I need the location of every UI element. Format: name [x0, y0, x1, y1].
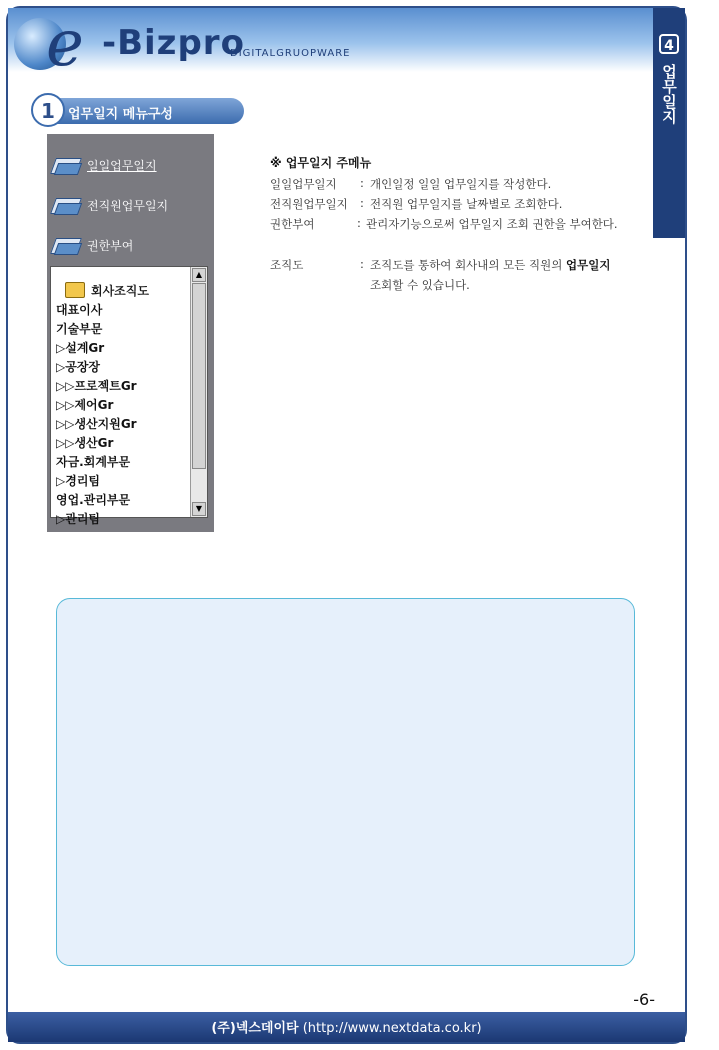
content-box [56, 598, 635, 966]
org-item[interactable]: ▷▷제어Gr [56, 398, 114, 412]
chapter-tab [653, 8, 685, 238]
menu-item-label: 권한부여 [87, 238, 134, 253]
org-item[interactable]: ▷경리팀 [56, 474, 101, 488]
desc-text-org-chart [370, 257, 610, 273]
footer-text [8, 1017, 685, 1036]
org-item[interactable]: ▷▷생산Gr [56, 436, 114, 450]
desc-text-permissions: 관리자기능으로써 업무일지 조회 권한을 부여한다. [366, 217, 618, 231]
section-number: 1 [31, 93, 65, 127]
footer-url: (http://www.nextdata.co.kr) [302, 1021, 482, 1036]
desc-text-org-chart-line2: 조회할 수 있습니다. [370, 278, 470, 292]
book-icon [51, 234, 79, 256]
desc-term-permissions: 권한부여 [270, 217, 315, 231]
desc-text-org-chart-bold: 업무일지 [566, 258, 611, 272]
chapter-label: 업무일지 [660, 64, 678, 124]
desc-sep: : [360, 196, 364, 210]
org-item[interactable]: ▷공장장 [56, 360, 101, 374]
desc-sep: : [357, 216, 361, 230]
book-icon [51, 194, 79, 216]
org-chart-list [51, 267, 189, 529]
logo-subtitle: DIGITALGRUOPWARE [230, 48, 351, 59]
org-item[interactable]: 대표이사 [56, 303, 103, 317]
org-chart-title-text: 회사조직도 [91, 283, 149, 298]
org-scrollbar[interactable] [190, 267, 207, 517]
scroll-up-icon[interactable]: ▲ [192, 268, 206, 282]
org-item[interactable]: ▷설계Gr [56, 341, 105, 355]
footer-company: (주)넥스데이타 [211, 1021, 299, 1036]
description-title: ※ 업무일지 주메뉴 [270, 156, 372, 170]
desc-sep: : [360, 257, 364, 271]
section-title: 업무일지 메뉴구성 [68, 107, 173, 122]
desc-sep: : [360, 176, 364, 190]
org-item[interactable]: 기술부문 [56, 322, 103, 336]
menu-item-daily-log[interactable] [51, 152, 157, 178]
org-item[interactable]: 자금.회계부문 [56, 455, 131, 469]
desc-text-all-staff: 전직원 업무일지를 날짜별로 조회한다. [370, 197, 563, 211]
org-chart-panel[interactable] [50, 266, 208, 526]
org-item[interactable]: ▷▷생산지원Gr [56, 417, 137, 431]
menu-item-all-staff-log[interactable] [51, 192, 168, 218]
scroll-thumb[interactable] [192, 283, 206, 469]
org-item[interactable]: ▷관리팀 [56, 512, 101, 526]
menu-item-label: 전직원업무일지 [87, 198, 169, 213]
org-chart-icon [65, 282, 85, 298]
desc-term-org-chart: 조직도 [270, 258, 304, 272]
menu-item-label: 일일업무일지 [87, 158, 157, 173]
book-icon [51, 154, 79, 176]
desc-text-org-chart-main: 조직도를 통하여 회사내의 모든 직원의 [370, 258, 567, 272]
menu-item-permissions[interactable] [51, 232, 133, 258]
footer-bar [8, 1012, 685, 1042]
desc-text-daily: 개인일정 일일 업무일지를 작성한다. [370, 177, 552, 191]
chapter-number: 4 [659, 34, 679, 54]
org-item[interactable]: ▷▷프로젝트Gr [56, 379, 137, 393]
desc-term-daily: 일일업무일지 [270, 177, 337, 191]
desc-term-all-staff: 전직원업무일지 [270, 197, 348, 211]
org-chart-title [51, 279, 189, 301]
scroll-down-icon[interactable]: ▼ [192, 502, 206, 516]
logo-e: e [46, 7, 84, 81]
page-number: -6- [633, 990, 655, 1009]
logo-text: -Bizpro [102, 23, 245, 63]
org-item[interactable]: 영업.관리부문 [56, 493, 131, 507]
